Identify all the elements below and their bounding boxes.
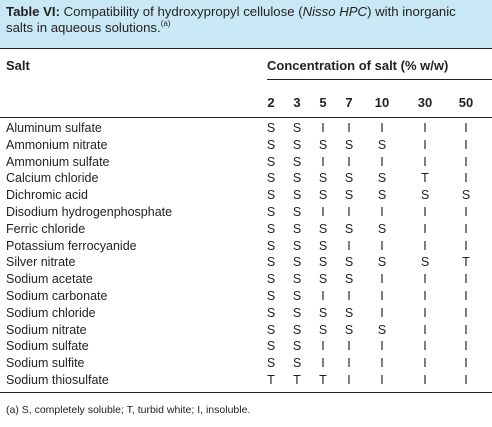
solubility-cell: T — [267, 373, 275, 387]
solubility-cell: S — [377, 322, 387, 337]
concentration-50: 50 — [458, 95, 474, 110]
solubility-cell: I — [464, 121, 468, 135]
solubility-cell: I — [380, 305, 384, 320]
solubility-cell: I — [347, 373, 351, 387]
solubility-cell: I — [464, 221, 468, 236]
solubility-cell: I — [347, 339, 351, 354]
solubility-cell: I — [321, 356, 325, 371]
solubility-cell: T — [421, 171, 429, 186]
solubility-cell: I — [464, 205, 468, 219]
salt-name: Silver nitrate — [6, 255, 76, 270]
solubility-cell: I — [423, 221, 427, 236]
solubility-cell: T — [462, 255, 470, 270]
solubility-cell: I — [423, 339, 427, 354]
solubility-cell: S — [266, 137, 276, 152]
salt-name: Sodium acetate — [6, 272, 93, 287]
solubility-cell: I — [380, 121, 384, 135]
solubility-cell: S — [292, 137, 302, 152]
solubility-cell: I — [464, 137, 468, 152]
salt-name: Sodium nitrate — [6, 322, 87, 337]
solubility-cell: S — [292, 221, 302, 236]
solubility-cell: I — [423, 305, 427, 320]
solubility-cell: I — [380, 154, 384, 169]
solubility-cell: I — [347, 238, 351, 253]
solubility-cell: S — [377, 221, 387, 236]
solubility-cell: I — [464, 373, 468, 387]
table-caption — [0, 0, 492, 48]
solubility-cell: I — [464, 171, 468, 186]
solubility-cell: S — [292, 154, 302, 169]
solubility-cell: S — [318, 255, 328, 270]
concentration-5: 5 — [319, 95, 327, 110]
solubility-cell: I — [464, 289, 468, 303]
table-footnote: (a) S, completely soluble; T, turbid white; I, insoluble. — [6, 404, 251, 416]
solubility-cell: S — [344, 137, 354, 152]
solubility-cell: I — [321, 154, 325, 169]
solubility-cell: I — [464, 322, 468, 337]
solubility-cell: S — [318, 171, 328, 186]
concentration-30: 30 — [417, 95, 433, 110]
caption-text-2: ) with inorganic salts in aqueous solutions. — [6, 4, 456, 35]
bottom-rule — [0, 392, 492, 393]
solubility-cell: I — [380, 339, 384, 354]
solubility-cell: S — [292, 322, 302, 337]
solubility-cell: I — [380, 373, 384, 387]
solubility-cell: S — [292, 289, 302, 303]
concentration-10: 10 — [374, 95, 390, 110]
salt-column-header: Salt — [6, 58, 30, 73]
solubility-cell: I — [423, 322, 427, 337]
solubility-cell: S — [292, 305, 302, 320]
solubility-cell: S — [318, 188, 328, 203]
salt-name: Ammonium sulfate — [6, 154, 110, 169]
solubility-cell: I — [347, 205, 351, 219]
solubility-cell: I — [380, 238, 384, 253]
salt-name: Sodium chloride — [6, 305, 96, 320]
solubility-cell: S — [318, 322, 328, 337]
salt-name: Sodium thiosulfate — [6, 373, 109, 387]
solubility-cell: S — [292, 238, 302, 253]
solubility-cell: T — [293, 373, 301, 387]
solubility-cell: S — [266, 356, 276, 371]
solubility-cell: I — [423, 205, 427, 219]
solubility-cell: S — [344, 221, 354, 236]
solubility-cell: S — [318, 305, 328, 320]
concentration-7: 7 — [345, 95, 353, 110]
salt-name: Sodium sulfite — [6, 356, 85, 371]
solubility-cell: S — [461, 188, 471, 203]
solubility-cell: I — [464, 305, 468, 320]
solubility-cell: S — [292, 188, 302, 203]
concentration-underline — [267, 79, 492, 80]
solubility-cell: I — [347, 154, 351, 169]
solubility-cell: S — [318, 272, 328, 287]
solubility-cell: I — [464, 339, 468, 354]
solubility-cell: I — [321, 289, 325, 303]
solubility-cell: S — [344, 322, 354, 337]
top-rule — [0, 48, 492, 49]
solubility-cell: I — [423, 121, 427, 135]
table-label: Table VI: — [6, 4, 60, 19]
solubility-cell: S — [377, 255, 387, 270]
solubility-cell: S — [266, 188, 276, 203]
concentration-3: 3 — [293, 95, 301, 110]
solubility-cell: S — [266, 339, 276, 354]
solubility-cell: I — [464, 272, 468, 287]
solubility-cell: S — [344, 188, 354, 203]
solubility-cell: S — [377, 188, 387, 203]
solubility-cell: S — [292, 255, 302, 270]
solubility-cell: I — [464, 154, 468, 169]
solubility-cell: S — [266, 121, 276, 135]
solubility-cell: S — [377, 137, 387, 152]
salt-name: Potassium ferrocyanide — [6, 238, 137, 253]
solubility-cell: I — [423, 154, 427, 169]
solubility-cell: S — [266, 322, 276, 337]
solubility-cell: S — [344, 255, 354, 270]
solubility-cell: I — [380, 272, 384, 287]
salt-name: Sodium sulfate — [6, 339, 89, 354]
solubility-cell: S — [318, 238, 328, 253]
caption-text: Compatibility of hydroxypropyl cellulose ( — [59, 4, 303, 19]
solubility-cell: S — [420, 255, 430, 270]
salt-name: Aluminum sulfate — [6, 121, 102, 135]
solubility-cell: I — [464, 238, 468, 253]
solubility-cell: S — [420, 188, 430, 203]
solubility-cell: S — [266, 154, 276, 169]
solubility-cell: S — [344, 272, 354, 287]
solubility-cell: S — [318, 137, 328, 152]
salt-name: Ammonium nitrate — [6, 137, 108, 152]
solubility-cell: S — [292, 121, 302, 135]
solubility-cell: S — [344, 171, 354, 186]
caption-italic: Nisso HPC — [302, 4, 368, 19]
solubility-cell: S — [266, 171, 276, 186]
solubility-cell: I — [423, 272, 427, 287]
solubility-cell: T — [319, 373, 327, 387]
solubility-cell: S — [266, 221, 276, 236]
solubility-cell: I — [423, 238, 427, 253]
solubility-cell: I — [347, 289, 351, 303]
salt-name: Ferric chloride — [6, 221, 86, 236]
caption-footnote-marker: (a) — [160, 19, 171, 28]
solubility-cell: S — [266, 305, 276, 320]
salt-name: Calcium chloride — [6, 171, 99, 186]
solubility-cell: I — [423, 289, 427, 303]
solubility-cell: I — [464, 356, 468, 371]
salt-name: Dichromic acid — [6, 188, 88, 203]
solubility-cell: I — [423, 373, 427, 387]
solubility-cell: I — [380, 205, 384, 219]
solubility-cell: S — [292, 356, 302, 371]
solubility-cell: S — [266, 238, 276, 253]
solubility-cell: I — [347, 121, 351, 135]
solubility-cell: I — [380, 289, 384, 303]
solubility-cell: S — [266, 272, 276, 287]
solubility-cell: I — [423, 137, 427, 152]
solubility-cell: S — [318, 221, 328, 236]
solubility-cell: S — [292, 171, 302, 186]
solubility-cell: S — [266, 205, 276, 219]
concentration-2: 2 — [267, 95, 275, 110]
solubility-cell: S — [292, 205, 302, 219]
solubility-cell: I — [423, 356, 427, 371]
concentration-header: Concentration of salt (% w/w) — [267, 58, 449, 73]
header-rule — [0, 117, 492, 118]
solubility-cell: S — [344, 305, 354, 320]
solubility-cell: I — [321, 339, 325, 354]
solubility-cell: I — [380, 356, 384, 371]
solubility-cell: I — [321, 205, 325, 219]
solubility-cell: S — [292, 272, 302, 287]
salt-name: Sodium carbonate — [6, 289, 108, 303]
solubility-cell: S — [292, 339, 302, 354]
solubility-cell: I — [347, 356, 351, 371]
solubility-cell: I — [321, 121, 325, 135]
solubility-cell: S — [377, 171, 387, 186]
salt-name: Disodium hydrogenphosphate — [6, 205, 173, 219]
solubility-cell: S — [266, 255, 276, 270]
solubility-cell: S — [266, 289, 276, 303]
